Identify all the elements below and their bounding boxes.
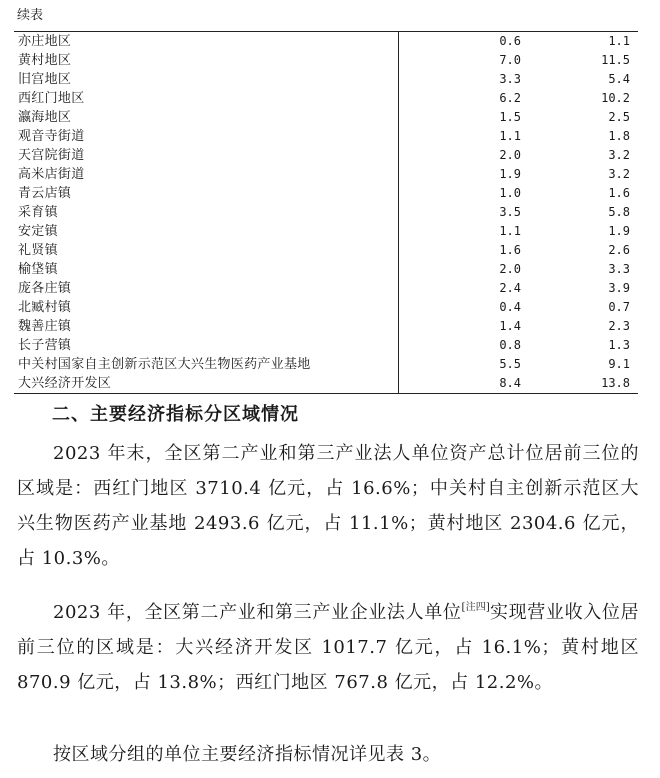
value-cell-1: 2.0	[499, 262, 521, 276]
section-heading: 二、主要经济指标分区域情况	[52, 404, 299, 425]
table-row	[14, 203, 638, 222]
table-row	[14, 108, 638, 127]
value-cell-1: 1.0	[499, 186, 521, 200]
value-cell-1: 3.3	[499, 72, 521, 86]
value-cell-1: 1.4	[499, 319, 521, 333]
value-cell-1: 5.5	[499, 357, 521, 371]
value-cell-1: 1.6	[499, 243, 521, 257]
value-cell-2: 13.8	[535, 374, 638, 394]
region-cell: 黄村地区	[14, 51, 399, 70]
table-caption: 续表	[17, 8, 44, 23]
value-cell-1: 1.5	[499, 110, 521, 124]
table-row	[14, 222, 638, 241]
value-cell-2: 5.8	[608, 205, 630, 219]
table-row	[14, 355, 638, 374]
value-cell-2: 11.5	[601, 53, 630, 67]
region-cell: 礼贤镇	[14, 241, 399, 260]
region-indicator-table	[14, 31, 638, 394]
value-cell-1: 2.4	[499, 281, 521, 295]
value-cell-1: 1.1	[499, 129, 521, 143]
region-cell: 庞各庄镇	[14, 279, 399, 298]
value-cell-2: 1.1	[535, 32, 638, 52]
region-cell: 北臧村镇	[14, 298, 399, 317]
value-cell-1: 0.4	[499, 300, 521, 314]
region-cell: 西红门地区	[14, 89, 399, 108]
region-cell: 高米店街道	[14, 165, 399, 184]
value-cell-2: 5.4	[608, 72, 630, 86]
value-cell-1: 0.6	[399, 32, 536, 52]
value-cell-2: 3.9	[608, 281, 630, 295]
value-cell-1: 0.8	[499, 338, 521, 352]
region-cell: 榆垡镇	[14, 260, 399, 279]
table-row	[14, 70, 638, 89]
table-row	[14, 165, 638, 184]
region-cell: 长子营镇	[14, 336, 399, 355]
value-cell-1: 3.5	[499, 205, 521, 219]
value-cell-1: 2.0	[499, 148, 521, 162]
table-row	[14, 146, 638, 165]
paragraph-assets: 2023 年末，全区第二产业和第三产业法人单位资产总计位居前三位的区域是：西红门地区 3710.4 亿元，占 16.6%；中关村自主创新示范区大兴生物医药产业基地 2493.6 亿元，占 11.1%；黄村地区 2304.6 亿元，占 10.3%。	[17, 443, 639, 569]
value-cell-2: 2.5	[608, 110, 630, 124]
table-row	[14, 336, 638, 355]
value-cell-2: 3.2	[608, 167, 630, 181]
region-cell: 观音寺街道	[14, 127, 399, 146]
region-cell: 魏善庄镇	[14, 317, 399, 336]
value-cell-2: 1.8	[608, 129, 630, 143]
value-cell-2: 1.9	[608, 224, 630, 238]
table-row	[14, 260, 638, 279]
table-row	[14, 241, 638, 260]
value-cell-2: 2.3	[608, 319, 630, 333]
table-row	[14, 374, 638, 394]
table-row	[14, 89, 638, 108]
value-cell-2: 10.2	[601, 91, 630, 105]
paragraph-reference: 按区域分组的单位主要经济指标情况详见表 3。	[53, 744, 442, 765]
value-cell-2: 1.3	[608, 338, 630, 352]
table-row	[14, 279, 638, 298]
value-cell-1: 1.9	[499, 167, 521, 181]
region-cell: 中关村国家自主创新示范区大兴生物医药产业基地	[14, 355, 399, 374]
region-cell: 天宫院街道	[14, 146, 399, 165]
table-row	[14, 317, 638, 336]
region-cell: 大兴经济开发区	[14, 374, 399, 394]
region-cell: 旧宫地区	[14, 70, 399, 89]
region-cell: 青云店镇	[14, 184, 399, 203]
value-cell-2: 3.2	[608, 148, 630, 162]
paragraph-revenue-part-1: 2023 年，全区第二产业和第三产业企业法人单位	[53, 602, 462, 623]
region-cell: 采育镇	[14, 203, 399, 222]
table-row	[14, 127, 638, 146]
value-cell-2: 1.6	[608, 186, 630, 200]
table-row	[14, 51, 638, 70]
paragraph-revenue	[17, 590, 639, 700]
value-cell-2: 0.7	[608, 300, 630, 314]
value-cell-1: 8.4	[399, 374, 536, 394]
region-cell: 瀛海地区	[14, 108, 399, 127]
table-row	[14, 32, 638, 52]
value-cell-1: 1.1	[499, 224, 521, 238]
value-cell-2: 9.1	[608, 357, 630, 371]
region-cell: 安定镇	[14, 222, 399, 241]
value-cell-2: 2.6	[608, 243, 630, 257]
value-cell-2: 3.3	[608, 262, 630, 276]
table-row	[14, 298, 638, 317]
footnote-marker: [注四]	[461, 602, 490, 613]
table-body	[14, 32, 638, 394]
paragraph-revenue-part-2: 实现营业收入位居前三位的区域是：大兴经济开发区 1017.7 亿元，占 16.1%；黄村地区 870.9 亿元，占 13.8%；西红门地区 767.8 亿元，占 12.2%。	[17, 602, 640, 693]
region-cell: 亦庄地区	[14, 32, 399, 52]
value-cell-1: 6.2	[499, 91, 521, 105]
value-cell-1: 7.0	[499, 53, 521, 67]
table-row	[14, 184, 638, 203]
